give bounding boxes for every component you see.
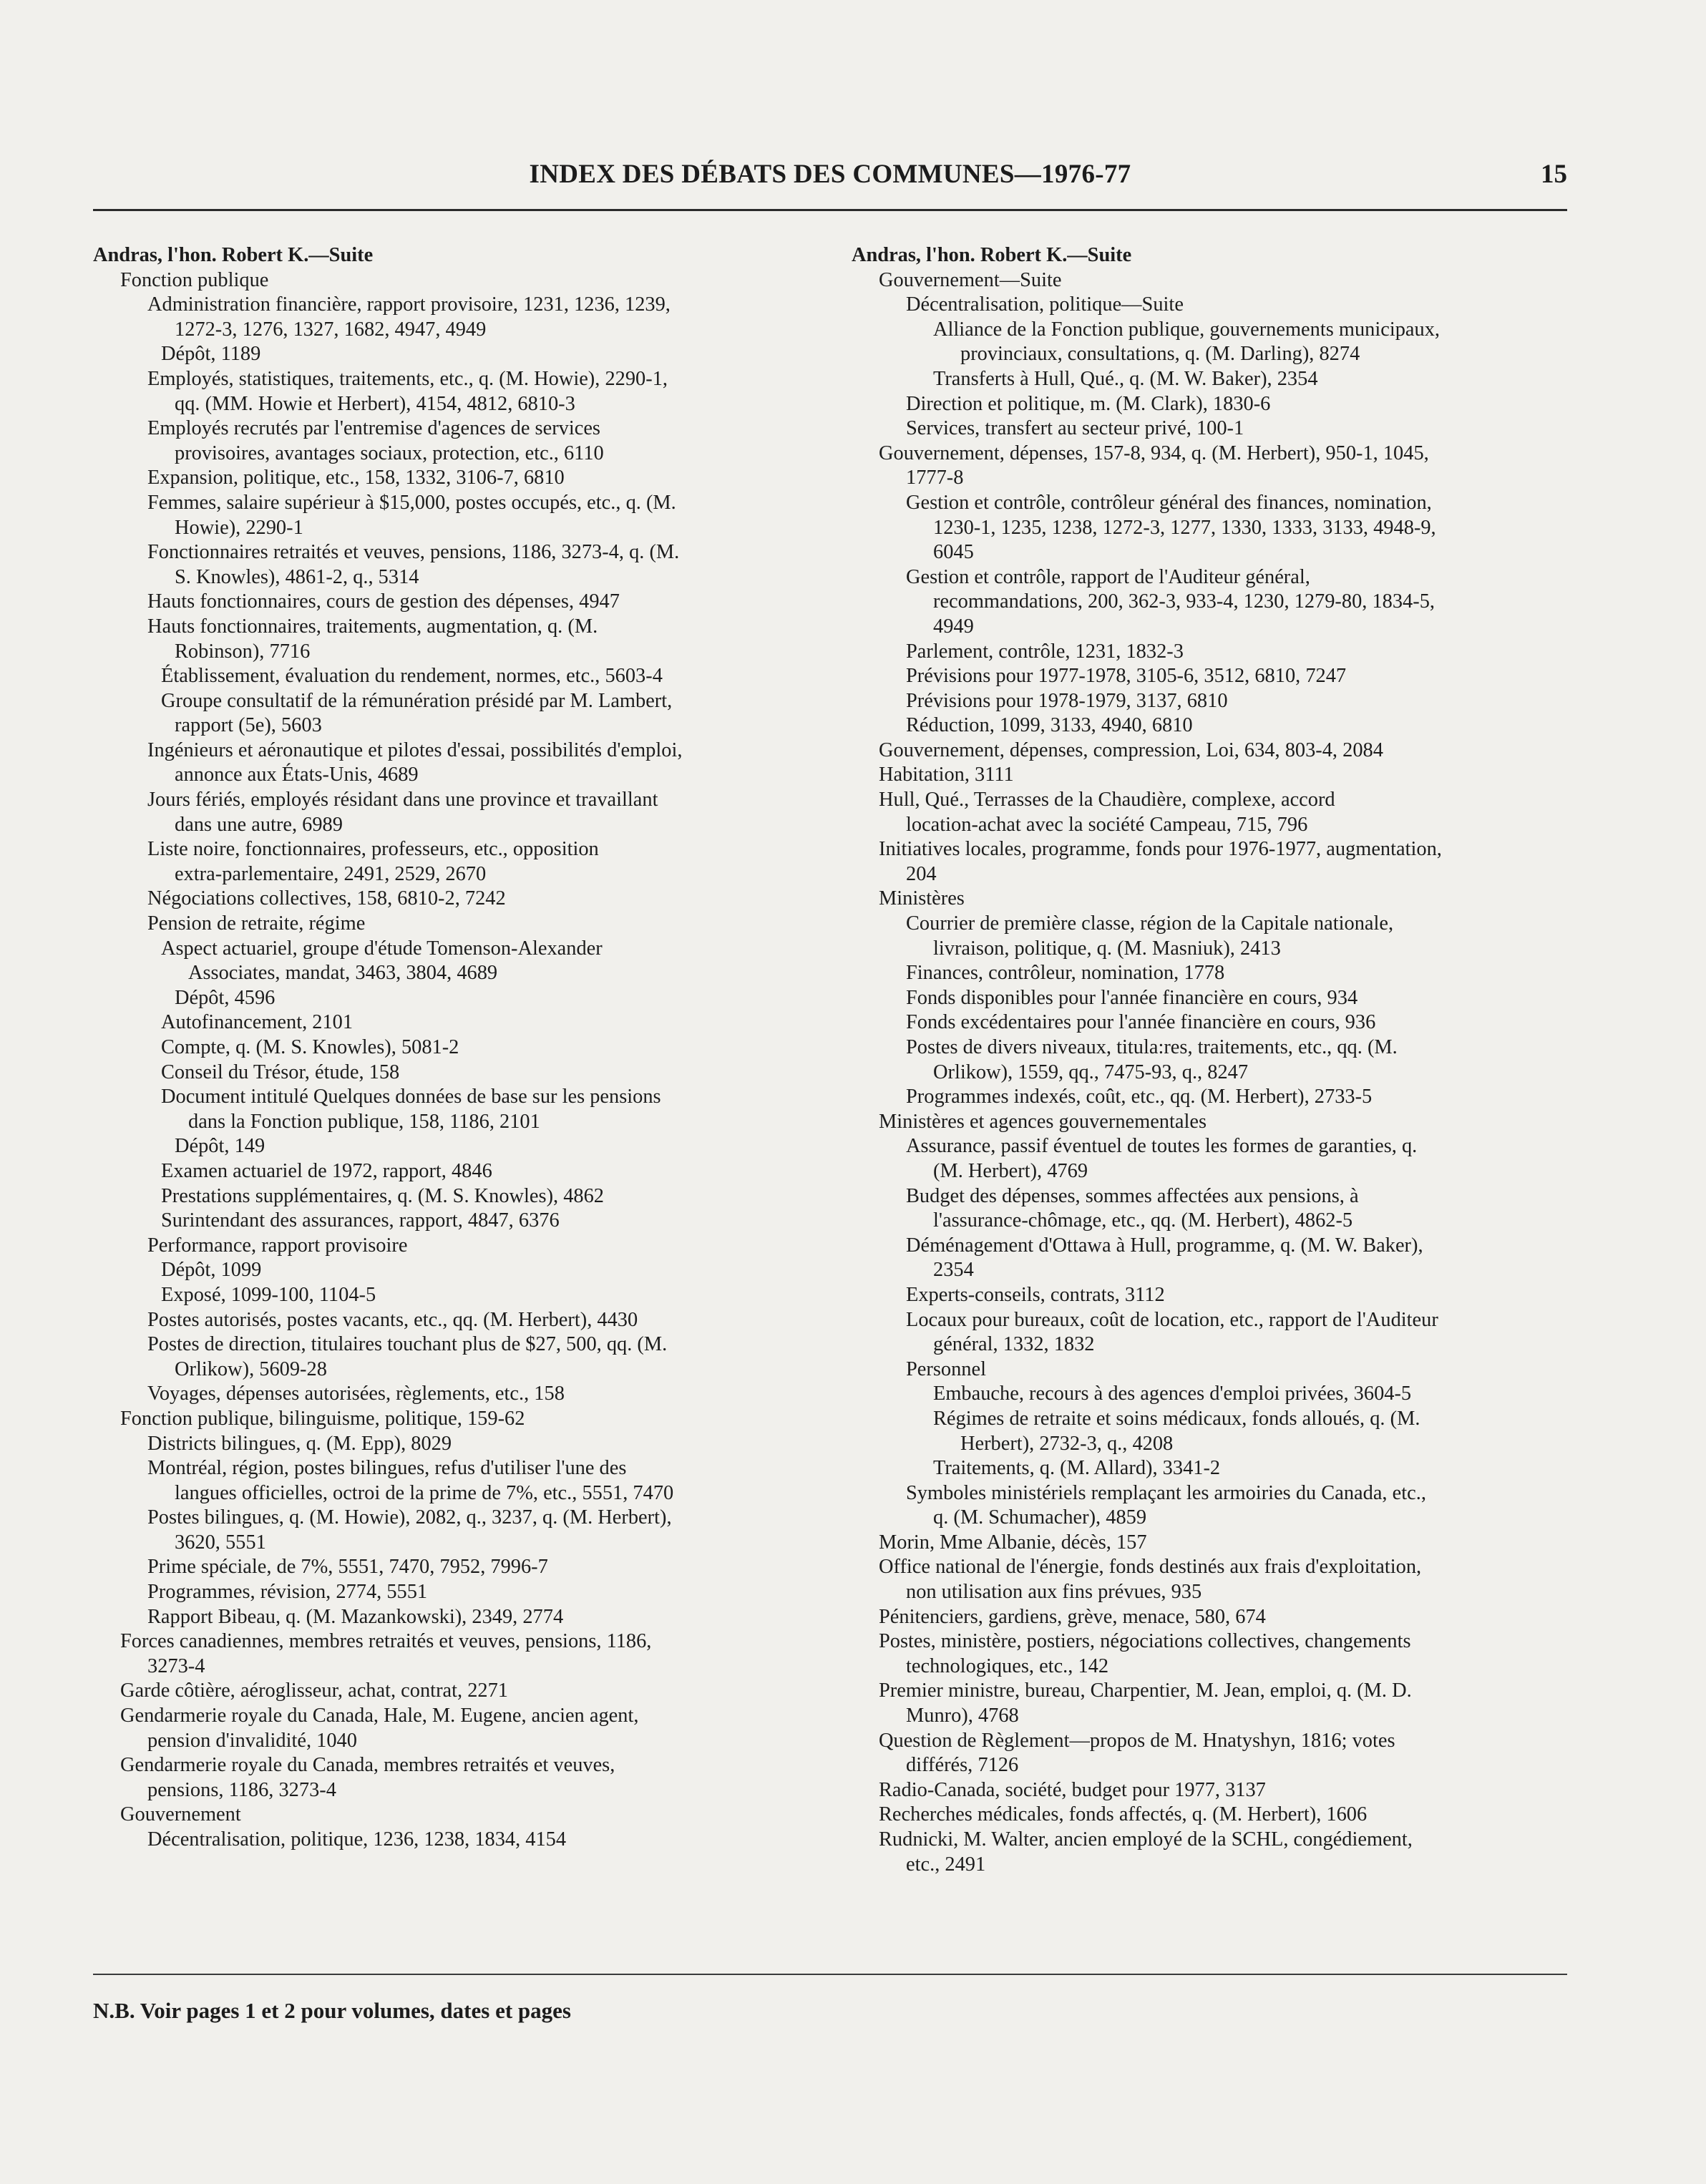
index-entry: Négociations collectives, 158, 6810-2, 7242 (147, 887, 506, 910)
index-entry: Programmes, révision, 2774, 5551 (147, 1581, 428, 1604)
index-entry: Liste noire, fonctionnaires, professeurs, etc., opposition (147, 838, 599, 861)
index-entry: Gouvernement, dépenses, compression, Loi, 634, 803-4, 2084 (879, 738, 1383, 761)
index-entry: Postes autorisés, postes vacants, etc., qq. (M. Herbert), 4430 (147, 1308, 638, 1331)
index-entry: Autofinancement, 2101 (161, 1011, 354, 1034)
index-entry: provisoires, avantages sociaux, protection, etc., 6110 (175, 442, 604, 464)
index-entry: Voyages, dépenses autorisées, règlements, etc., 158 (147, 1383, 565, 1405)
index-entry: Expansion, politique, etc., 158, 1332, 3106-7, 6810 (147, 467, 565, 489)
index-entry: Programmes indexés, coût, etc., qq. (M. Herbert), 2733-5 (906, 1086, 1373, 1108)
index-entry: Dépôt, 1099 (161, 1259, 262, 1282)
index-entry: Rudnicki, M. Walter, ancien employé de la SCHL, congédiement, (879, 1828, 1413, 1851)
index-entry: Pension de retraite, régime (147, 912, 366, 935)
index-entry: Traitements, q. (M. Allard), 3341-2 (933, 1457, 1221, 1480)
index-entry: Associates, mandat, 3463, 3804, 4689 (188, 962, 498, 985)
index-entry: Fonction publique, bilinguisme, politique, 159-62 (120, 1407, 525, 1430)
index-entry: Établissement, évaluation du rendement, normes, etc., 5603-4 (161, 665, 663, 688)
index-entry: Employés, statistiques, traitements, etc., q. (M. Howie), 2290-1, (147, 367, 668, 390)
index-entry: extra-parlementaire, 2491, 2529, 2670 (175, 862, 487, 885)
footer-rule (93, 1974, 1567, 1975)
index-entry: Initiatives locales, programme, fonds pour 1976-1977, augmentation, (879, 838, 1442, 861)
index-entry: location-achat avec la société Campeau, 715, 796 (906, 813, 1308, 836)
index-entry: rapport (5e), 5603 (175, 714, 322, 737)
index-entry: Prestations supplémentaires, q. (M. S. Knowles), 4862 (161, 1184, 605, 1207)
index-entry: 1777-8 (906, 467, 964, 489)
index-entry: Ministères (879, 887, 965, 910)
index-entry: Ministères et agences gouvernementales (879, 1110, 1207, 1133)
index-entry: Courrier de première classe, région de la Capitale nationale, (906, 912, 1394, 935)
index-entry: Assurance, passif éventuel de toutes les formes de garanties, q. (906, 1135, 1418, 1158)
header-rule (93, 209, 1567, 211)
index-entry: Compte, q. (M. S. Knowles), 5081-2 (161, 1036, 459, 1058)
index-entry: 3620, 5551 (175, 1531, 266, 1554)
index-entry: Recherches médicales, fonds affectés, q. (M. Herbert), 1606 (879, 1803, 1368, 1826)
index-entry: dans la Fonction publique, 158, 1186, 2101 (188, 1110, 540, 1133)
page-title: INDEX DES DÉBATS DES COMMUNES—1976-77 (529, 160, 1131, 189)
index-entry: Décentralisation, politique, 1236, 1238, 1834, 4154 (147, 1828, 567, 1851)
index-entry: (M. Herbert), 4769 (933, 1159, 1088, 1182)
index-entry: Services, transfert au secteur privé, 100-1 (906, 417, 1244, 440)
index-entry: recommandations, 200, 362-3, 933-4, 1230, 1279-80, 1834-5, (933, 590, 1435, 613)
index-entry: Fonction publique (120, 268, 269, 291)
index-entry: Jours fériés, employés résidant dans une province et travaillant (147, 789, 658, 811)
index-entry: l'assurance-chômage, etc., qq. (M. Herbert), 4862-5 (933, 1209, 1353, 1232)
index-entry: Femmes, salaire supérieur à $15,000, postes occupés, etc., q. (M. (147, 491, 676, 514)
index-entry: Andras, l'hon. Robert K.—Suite (852, 244, 1132, 266)
index-entry: Symboles ministériels remplaçant les armoiries du Canada, etc., (906, 1481, 1426, 1504)
index-entry: Conseil du Trésor, étude, 158 (161, 1061, 400, 1083)
index-entry: Munro), 4768 (906, 1705, 1019, 1727)
index-entry: Déménagement d'Ottawa à Hull, programme, q. (M. W. Baker), (906, 1234, 1423, 1257)
index-entry: Office national de l'énergie, fonds destinés aux frais d'exploitation, (879, 1556, 1422, 1579)
index-entry: Gendarmerie royale du Canada, Hale, M. Eugene, ancien agent, (120, 1705, 639, 1727)
index-entry: Examen actuariel de 1972, rapport, 4846 (161, 1159, 492, 1182)
index-entry: Districts bilingues, q. (M. Epp), 8029 (147, 1432, 452, 1455)
index-entry: Ingénieurs et aéronautique et pilotes d'essai, possibilités d'emploi, (147, 738, 683, 761)
index-column-right (852, 243, 1610, 1877)
index-entry: qq. (MM. Howie et Herbert), 4154, 4812, 6810-3 (175, 392, 575, 415)
index-entry: Prévisions pour 1977-1978, 3105-6, 3512, 6810, 7247 (906, 665, 1347, 688)
index-entry: Performance, rapport provisoire (147, 1234, 408, 1257)
index-entry: Orlikow), 1559, qq., 7475-93, q., 8247 (933, 1061, 1249, 1083)
index-entry: Morin, Mme Albanie, décès, 157 (879, 1531, 1147, 1554)
index-entry: Alliance de la Fonction publique, gouvernements municipaux, (933, 318, 1441, 341)
index-entry: Prime spéciale, de 7%, 5551, 7470, 7952, 7996-7 (147, 1556, 548, 1579)
index-entry: Gouvernement, dépenses, 157-8, 934, q. (M. Herbert), 950-1, 1045, (879, 442, 1429, 464)
index-entry: Dépôt, 4596 (175, 986, 276, 1009)
index-entry: Finances, contrôleur, nomination, 1778 (906, 962, 1225, 985)
page-header (93, 159, 1567, 205)
index-entry: Montréal, région, postes bilingues, refus d'utiliser l'une des (147, 1457, 627, 1480)
index-entry: Régimes de retraite et soins médicaux, fonds alloués, q. (M. (933, 1407, 1420, 1430)
index-entry: S. Knowles), 4861-2, q., 5314 (175, 565, 419, 588)
index-entry: annonce aux États-Unis, 4689 (175, 764, 419, 786)
index-entry: provinciaux, consultations, q. (M. Darling), 8274 (960, 343, 1360, 366)
index-entry: général, 1332, 1832 (933, 1333, 1095, 1356)
index-entry: Postes de divers niveaux, titula:res, traitements, etc., qq. (M. (906, 1036, 1398, 1058)
index-entry: Robinson), 7716 (175, 640, 311, 663)
footnote: N.B. Voir pages 1 et 2 pour volumes, dates et pages (93, 1998, 571, 2023)
index-entry: 1230-1, 1235, 1238, 1272-3, 1277, 1330, 1333, 3133, 4948-9, (933, 516, 1436, 539)
index-entry: Aspect actuariel, groupe d'étude Tomenson-Alexander (161, 937, 603, 960)
index-entry: Groupe consultatif de la rémunération présidé par M. Lambert, (161, 689, 673, 712)
index-entry: Question de Règlement—propos de M. Hnatyshyn, 1816; votes (879, 1729, 1395, 1752)
index-entry: Rapport Bibeau, q. (M. Mazankowski), 2349, 2774 (147, 1605, 564, 1628)
index-entry: pension d'invalidité, 1040 (147, 1729, 357, 1752)
index-entry: Fonds excédentaires pour l'année financière en cours, 936 (906, 1011, 1376, 1034)
index-entry: Direction et politique, m. (M. Clark), 1830-6 (906, 392, 1271, 415)
index-entry: 3273-4 (147, 1654, 205, 1677)
index-entry: Forces canadiennes, membres retraités et veuves, pensions, 1186, (120, 1630, 652, 1653)
index-entry: technologiques, etc., 142 (906, 1654, 1109, 1677)
index-entry: Radio-Canada, société, budget pour 1977, 3137 (879, 1778, 1266, 1801)
index-entry: Herbert), 2732-3, q., 4208 (960, 1432, 1174, 1455)
index-entry: Gestion et contrôle, rapport de l'Auditeur général, (906, 565, 1310, 588)
index-entry: 2354 (933, 1259, 974, 1282)
index-entry: 6045 (933, 541, 974, 564)
index-entry: etc., 2491 (906, 1853, 986, 1876)
index-entry: Transferts à Hull, Qué., q. (M. W. Baker), 2354 (933, 367, 1318, 390)
index-column-left (93, 243, 852, 1853)
index-entry: Dépôt, 1189 (161, 343, 261, 366)
index-entry: différés, 7126 (906, 1754, 1019, 1777)
index-entry: Gouvernement (120, 1803, 241, 1826)
index-entry: livraison, politique, q. (M. Masniuk), 2413 (933, 937, 1281, 960)
index-entry: Postes, ministère, postiers, négociations collectives, changements (879, 1630, 1411, 1653)
index-entry: Parlement, contrôle, 1231, 1832-3 (906, 640, 1184, 663)
index-entry: 4949 (933, 615, 974, 638)
page-number: 15 (1541, 160, 1567, 189)
index-entry: Experts-conseils, contrats, 3112 (906, 1283, 1165, 1306)
index-entry: Dépôt, 149 (175, 1135, 265, 1158)
index-entry: Hauts fonctionnaires, cours de gestion des dépenses, 4947 (147, 590, 620, 613)
index-entry: Hull, Qué., Terrasses de la Chaudière, complexe, accord (879, 789, 1335, 811)
index-entry: Gouvernement—Suite (879, 268, 1062, 291)
index-entry: non utilisation aux fins prévues, 935 (906, 1581, 1202, 1604)
index-entry: Employés recrutés par l'entremise d'agences de services (147, 417, 600, 440)
index-entry: langues officielles, octroi de la prime de 7%, etc., 5551, 7470 (175, 1481, 674, 1504)
index-entry: Orlikow), 5609-28 (175, 1357, 327, 1380)
index-entry: Embauche, recours à des agences d'emploi privées, 3604-5 (933, 1383, 1412, 1405)
index-entry: Personnel (906, 1357, 986, 1380)
index-entry: Premier ministre, bureau, Charpentier, M. Jean, emploi, q. (M. D. (879, 1680, 1412, 1702)
index-entry: q. (M. Schumacher), 4859 (933, 1506, 1147, 1529)
index-entry: Prévisions pour 1978-1979, 3137, 6810 (906, 689, 1228, 712)
index-entry: Décentralisation, politique—Suite (906, 293, 1184, 316)
index-entry: Locaux pour bureaux, coût de location, etc., rapport de l'Auditeur (906, 1308, 1438, 1331)
index-entry: Gestion et contrôle, contrôleur général des finances, nomination, (906, 491, 1432, 514)
index-entry: 1272-3, 1276, 1327, 1682, 4947, 4949 (175, 318, 487, 341)
index-entry: Howie), 2290-1 (175, 516, 303, 539)
index-entry: Habitation, 3111 (879, 764, 1014, 786)
index-entry: Document intitulé Quelques données de base sur les pensions (161, 1086, 661, 1108)
index-entry: Gendarmerie royale du Canada, membres retraités et veuves, (120, 1754, 615, 1777)
index-entry: Budget des dépenses, sommes affectées aux pensions, à (906, 1184, 1359, 1207)
index-entry: Andras, l'hon. Robert K.—Suite (93, 244, 374, 266)
index-entry: Fonctionnaires retraités et veuves, pensions, 1186, 3273-4, q. (M. (147, 541, 680, 564)
index-entry: Réduction, 1099, 3133, 4940, 6810 (906, 714, 1193, 737)
index-entry: 204 (906, 862, 937, 885)
index-entry: Garde côtière, aéroglisseur, achat, contrat, 2271 (120, 1680, 508, 1702)
index-entry: Surintendant des assurances, rapport, 4847, 6376 (161, 1209, 560, 1232)
index-entry: Hauts fonctionnaires, traitements, augmentation, q. (M. (147, 615, 598, 638)
index-entry: dans une autre, 6989 (175, 813, 343, 836)
index-entry: Postes bilingues, q. (M. Howie), 2082, q., 3237, q. (M. Herbert), (147, 1506, 672, 1529)
index-entry: Exposé, 1099-100, 1104-5 (161, 1283, 376, 1306)
index-entry: pensions, 1186, 3273-4 (147, 1778, 336, 1801)
index-entry: Postes de direction, titulaires touchant plus de $27, 500, qq. (M. (147, 1333, 668, 1356)
index-entry: Fonds disponibles pour l'année financière en cours, 934 (906, 986, 1358, 1009)
index-entry: Administration financière, rapport provisoire, 1231, 1236, 1239, (147, 293, 671, 316)
index-entry: Pénitenciers, gardiens, grève, menace, 580, 674 (879, 1605, 1266, 1628)
